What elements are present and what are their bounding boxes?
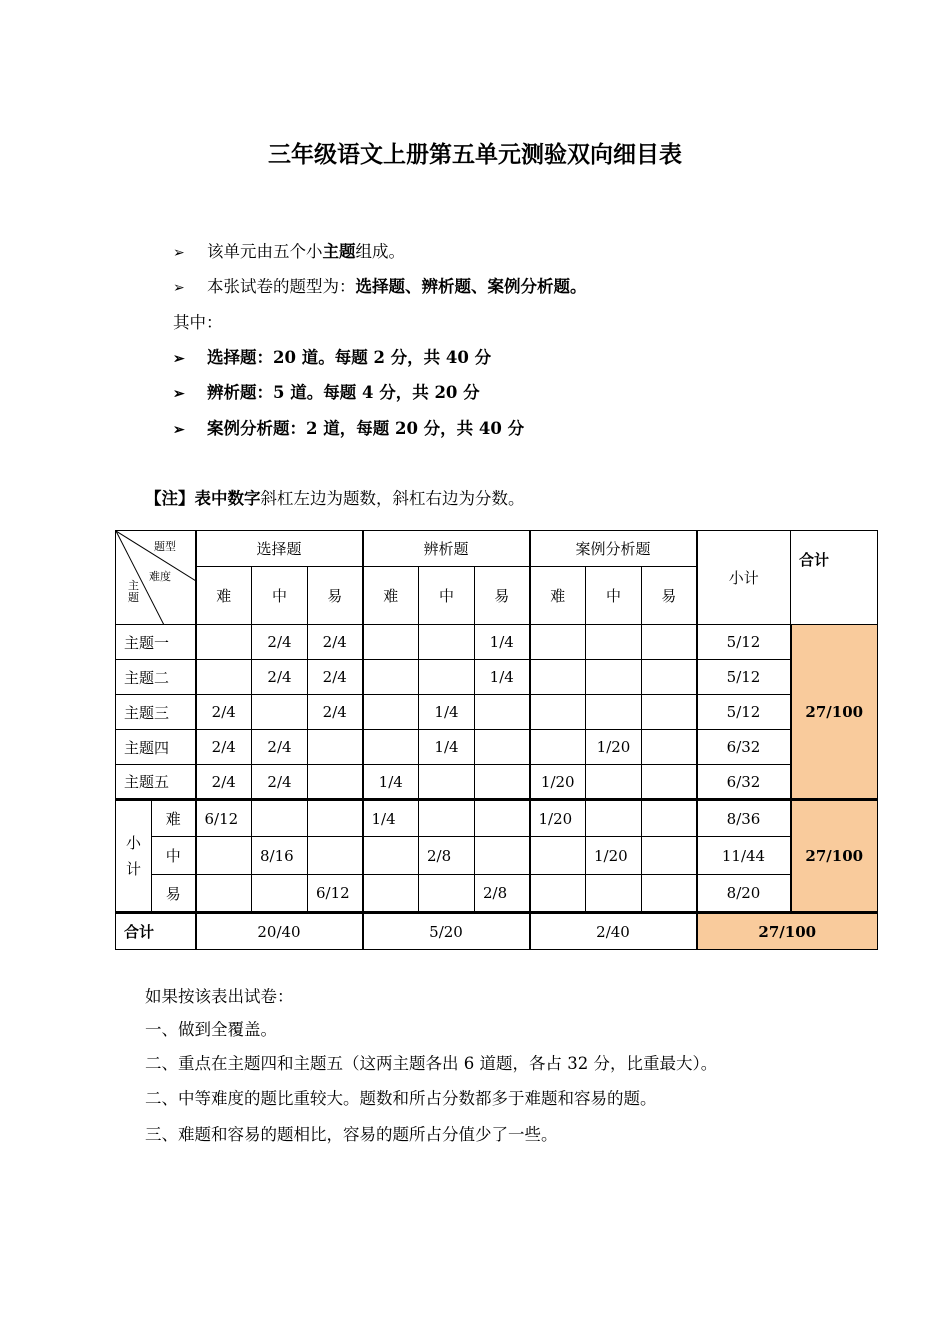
table-cell — [530, 875, 586, 913]
total-analysis: 5/20 — [363, 913, 530, 950]
table-cell: 2/4 — [252, 625, 308, 660]
corner-topic-label: 主 题 — [128, 579, 139, 604]
table-cell — [642, 625, 697, 660]
note-bold: 【注】表中数字 — [145, 489, 261, 508]
table-cell: 2/4 — [196, 695, 252, 730]
difficulty-label: 中 — [152, 837, 196, 875]
topic-label: 主题五 — [116, 765, 196, 800]
topic-label: 主题二 — [116, 660, 196, 695]
table-cell — [196, 875, 252, 913]
table-cell — [475, 800, 530, 837]
level-header: 难 — [530, 567, 586, 625]
table-cell: 2/8 — [475, 875, 530, 913]
table-cell — [196, 660, 252, 695]
table-cell — [419, 625, 475, 660]
intro-text: 选择题：20 道。每题 2 分，共 40 分 — [207, 348, 492, 367]
grand-total-cell: 27/100 — [697, 913, 878, 950]
level-header: 易 — [642, 567, 697, 625]
table-cell — [642, 875, 697, 913]
table-cell — [642, 765, 697, 800]
table-cell: 1/4 — [363, 765, 419, 800]
table-cell — [530, 660, 586, 695]
table-cell: 1/4 — [363, 800, 419, 837]
intro-line-6 — [173, 415, 524, 439]
difficulty-label: 难 — [152, 800, 196, 837]
table-cell — [252, 800, 308, 837]
table-cell: 2/4 — [252, 765, 308, 800]
topic-label: 主题一 — [116, 625, 196, 660]
intro-line-5 — [173, 379, 480, 403]
level-header: 易 — [475, 567, 530, 625]
corner-difficulty-label: 难度 — [149, 570, 171, 583]
specification-table — [115, 530, 878, 950]
table-cell — [363, 730, 419, 765]
table-cell — [642, 837, 697, 875]
arrowhead-bullet-icon: ➢ — [173, 386, 185, 402]
table-cell — [475, 730, 530, 765]
arrowhead-bullet-icon: ➢ — [173, 245, 185, 261]
table-cell — [363, 695, 419, 730]
table-cell — [308, 765, 363, 800]
table-cell: 1/4 — [419, 695, 475, 730]
level-header: 难 — [363, 567, 419, 625]
table-cell — [642, 695, 697, 730]
type-header-choice: 选择题 — [196, 531, 363, 567]
table-cell: 2/4 — [252, 730, 308, 765]
table-cell — [586, 800, 642, 837]
table-cell: 1/4 — [475, 660, 530, 695]
table-cell — [530, 625, 586, 660]
level-header: 难 — [196, 567, 252, 625]
intro-bold: 主题 — [322, 242, 356, 261]
intro-text: 案例分析题：2 道，每题 20 分，共 40 分 — [207, 419, 525, 438]
table-cell — [586, 625, 642, 660]
table-cell — [475, 765, 530, 800]
type-header-case: 案例分析题 — [530, 531, 697, 567]
table-cell — [586, 660, 642, 695]
table-cell — [586, 875, 642, 913]
conclusion-lead: 如果按该表出试卷： — [145, 987, 294, 1006]
intro-line-3: 其中： — [173, 313, 223, 332]
note-line — [145, 485, 525, 509]
subtotal-cell: 11/44 — [697, 837, 791, 875]
table-cell — [196, 837, 252, 875]
total-choice: 20/40 — [196, 913, 363, 950]
difficulty-total-cell: 27/100 — [791, 800, 878, 913]
table-cell — [363, 837, 419, 875]
subtotal-row-label: 小 计 — [116, 800, 152, 913]
table-cell — [308, 730, 363, 765]
table-cell: 2/4 — [196, 765, 252, 800]
table-cell — [308, 800, 363, 837]
intro-line-4 — [173, 344, 491, 368]
conclusion-item: 二、中等难度的题比重较大。题数和所占分数都多于难题和容易的题。 — [145, 1089, 657, 1108]
subtotal-cell: 5/12 — [697, 695, 791, 730]
arrowhead-bullet-icon: ➢ — [173, 351, 185, 367]
table-cell: 1/20 — [586, 730, 642, 765]
table-cell — [196, 625, 252, 660]
subtotal-header: 小计 — [697, 531, 791, 625]
table-cell — [419, 875, 475, 913]
arrowhead-bullet-icon: ➢ — [173, 422, 185, 438]
table-cell: 2/4 — [196, 730, 252, 765]
table-cell: 2/4 — [308, 625, 363, 660]
subtotal-cell: 8/20 — [697, 875, 791, 913]
topic-total-cell: 27/100 — [791, 625, 878, 800]
intro-line-1 — [173, 238, 405, 262]
topic-label: 主题四 — [116, 730, 196, 765]
subtotal-cell: 5/12 — [697, 660, 791, 695]
table-cell: 1/4 — [419, 730, 475, 765]
level-header: 中 — [586, 567, 642, 625]
table-cell: 1/20 — [586, 837, 642, 875]
table-cell — [586, 765, 642, 800]
table-cell: 6/12 — [308, 875, 363, 913]
note-text: 斜杠左边为题数，斜杠右边为分数。 — [260, 489, 525, 508]
table-cell — [475, 837, 530, 875]
intro-text: 辨析题：5 道。每题 4 分，共 20 分 — [207, 383, 480, 402]
table-cell: 1/4 — [475, 625, 530, 660]
type-header-analysis: 辨析题 — [363, 531, 530, 567]
table-cell — [308, 837, 363, 875]
table-cell: 2/8 — [419, 837, 475, 875]
intro-bold: 选择题、辨析题、案例分析题。 — [355, 277, 587, 296]
total-header: 合计 — [791, 531, 878, 625]
table-cell — [530, 695, 586, 730]
table-cell: 2/4 — [308, 660, 363, 695]
subtotal-cell: 8/36 — [697, 800, 791, 837]
table-cell: 1/20 — [530, 800, 586, 837]
table-cell — [419, 660, 475, 695]
level-header: 中 — [252, 567, 308, 625]
page-title: 三年级语文上册第五单元测验双向细目表 — [268, 142, 682, 168]
level-header: 易 — [308, 567, 363, 625]
table-cell — [530, 837, 586, 875]
table-cell — [363, 660, 419, 695]
table-cell: 6/12 — [196, 800, 252, 837]
intro-text: 组成。 — [355, 242, 405, 261]
subtotal-cell: 6/32 — [697, 765, 791, 800]
table-cell — [642, 800, 697, 837]
table-cell — [419, 765, 475, 800]
table-cell: 8/16 — [252, 837, 308, 875]
table-cell: 2/4 — [308, 695, 363, 730]
corner-cell — [116, 531, 196, 625]
intro-text: 该单元由五个小 — [207, 242, 323, 261]
table-cell — [475, 695, 530, 730]
arrowhead-bullet-icon: ➢ — [173, 280, 185, 296]
total-case: 2/40 — [530, 913, 697, 950]
table-cell — [642, 660, 697, 695]
subtotal-cell: 5/12 — [697, 625, 791, 660]
intro-text: 本张试卷的题型为： — [207, 277, 356, 296]
table-cell — [642, 730, 697, 765]
difficulty-label: 易 — [152, 875, 196, 913]
conclusion-item: 一、做到全覆盖。 — [145, 1020, 277, 1039]
table-cell: 2/4 — [252, 660, 308, 695]
table-cell — [363, 625, 419, 660]
level-header: 中 — [419, 567, 475, 625]
topic-label: 主题三 — [116, 695, 196, 730]
subtotal-cell: 6/32 — [697, 730, 791, 765]
table-cell — [586, 695, 642, 730]
total-row-label: 合计 — [116, 913, 196, 950]
conclusion-item: 三、难题和容易的题相比，容易的题所占分值少了一些。 — [145, 1125, 558, 1144]
corner-type-label: 题型 — [154, 540, 176, 553]
table-cell — [252, 695, 308, 730]
table-cell — [530, 730, 586, 765]
table-cell — [419, 800, 475, 837]
table-cell — [363, 875, 419, 913]
intro-line-2 — [173, 273, 587, 297]
conclusion-item: 二、重点在主题四和主题五（这两主题各出 6 道题，各占 32 分，比重最大）。 — [145, 1054, 718, 1073]
table-cell: 1/20 — [530, 765, 586, 800]
table-cell — [252, 875, 308, 913]
